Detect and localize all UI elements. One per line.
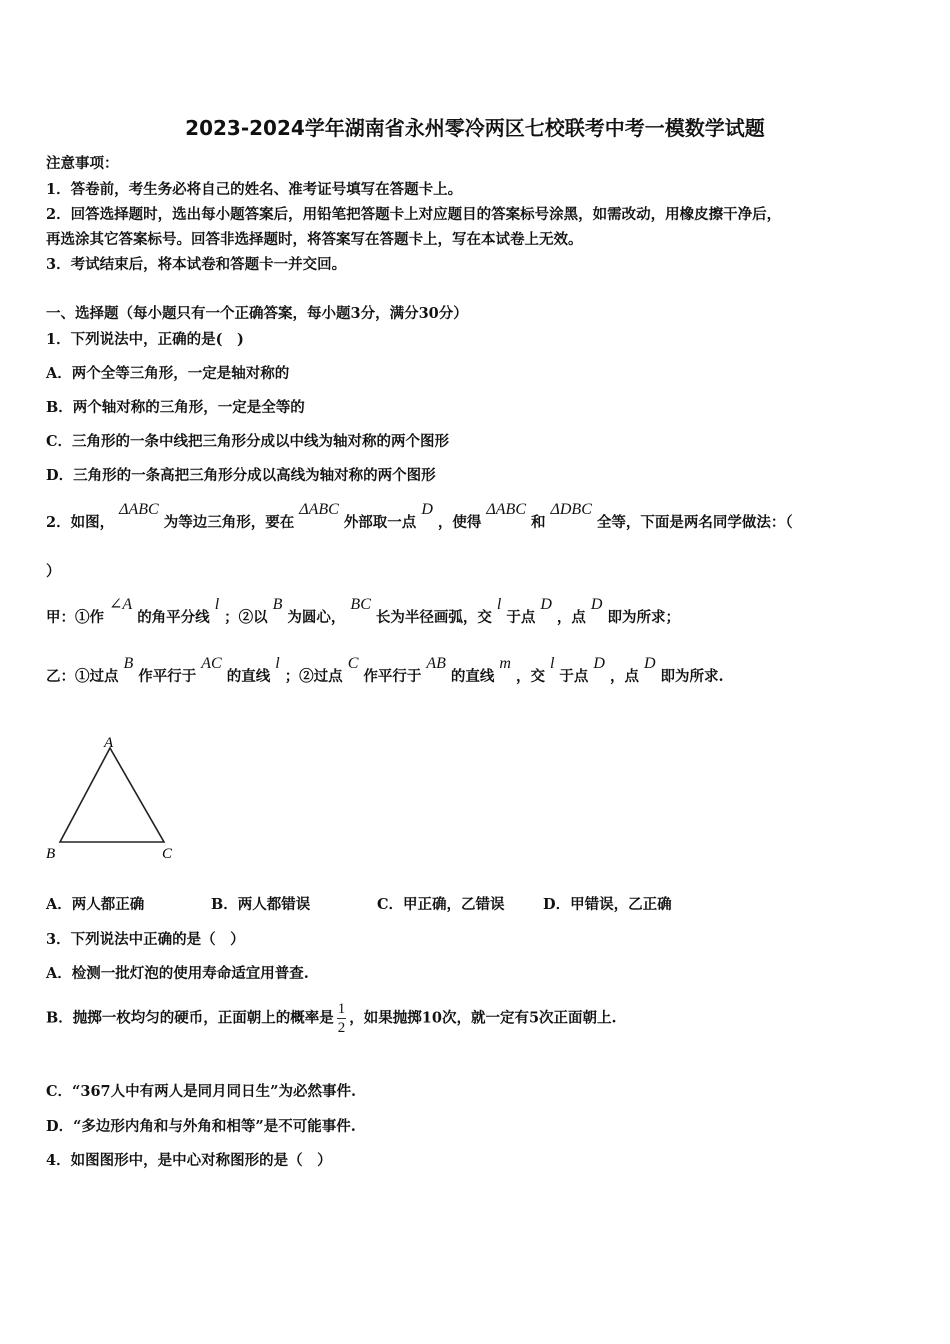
jia-math: l [214,596,220,613]
notice-heading: 注意事项： [46,155,119,172]
jia-text: 的角平分线 [137,609,210,626]
q1-stem: 1．下列说法中，正确的是( ) [46,331,244,348]
q2-yi-method [46,655,724,686]
label-b: B [46,846,56,862]
q2-text: ，使得 [437,514,482,531]
jia-math: D [590,596,603,613]
q1-option-c: C．三角形的一条中线把三角形分成以中线为轴对称的两个图形 [46,433,450,450]
jia-text: 于点 [506,609,536,626]
page-title: 2023-2024学年湖南省永州零冷两区七校联考中考一模数学试题 [185,116,765,140]
fraction-numerator: 1 [337,1001,346,1017]
jia-text: 即为所求； [607,609,680,626]
q3-option-b [46,1000,617,1037]
yi-math: AB [426,655,446,672]
jia-math: B [272,596,283,613]
label-a: A [104,735,114,751]
jia-math: BC [350,596,371,613]
yi-text: 作平行于 [363,668,422,685]
yi-text: 的直线 [450,668,495,685]
yi-text: 于点 [559,668,589,685]
label-c: C [162,846,173,862]
jia-math: D [540,596,552,613]
yi-text: 即为所求. [660,668,724,685]
notice-item-1: 1．答卷前，考生务必将自己的姓名、准考证号填写在答题卡上。 [46,181,463,198]
jia-math: l [496,596,502,613]
jia-math: ∠A [109,596,133,613]
triangle-figure [40,730,190,865]
q2-math: ΔABC [486,501,526,518]
yi-math: l [275,655,280,672]
q2-text: 2．如图， [46,514,115,531]
yi-math: D [593,655,605,672]
q2-stem-end: ） [46,563,61,580]
fraction-denominator: 2 [337,1020,346,1036]
q1-option-d: D．三角形的一条高把三角形分成以高线为轴对称的两个图形 [46,467,436,484]
q3-option-c: C．“367人中有两人是同月同日生”为必然事件. [46,1083,357,1100]
yi-math: m [499,655,511,672]
yi-math: D [643,655,656,672]
yi-text: 乙：①过点 [46,668,119,685]
q2-math: ΔABC [299,501,339,518]
yi-text: ，点 [609,668,639,685]
q2-stem [46,501,793,532]
q4-stem: 4．如图图形中，是中心对称图形的是（ ） [46,1152,332,1169]
jia-text: 甲：①作 [46,609,104,626]
q3-b-text: B．抛掷一枚均匀的硬币，正面朝上的概率是 [46,1009,334,1027]
q3-option-a: A．检测一批灯泡的使用寿命适宜用普查. [46,965,309,982]
section-heading: 一、选择题（每小题只有一个正确答案，每小题3分，满分30分） [46,305,468,322]
q2-option-a: A．两人都正确 [46,896,145,913]
jia-text: ，点 [556,609,586,626]
q3-b-text: ，如果抛掷10次，就一定有5次正面朝上. [349,1009,617,1027]
yi-text: ；②过点 [284,668,343,685]
notice-item-2b: 再选涂其它答案标号。回答非选择题时，将答案写在答题卡上，写在本试卷上无效。 [46,231,583,248]
jia-text: 长为半径画弧，交 [375,609,492,626]
jia-text: ；②以 [224,609,268,626]
q2-math: ΔDBC [550,501,592,518]
q2-math: D [421,501,433,518]
yi-math: C [347,655,359,672]
yi-math: AC [201,655,222,672]
jia-text: 为圆心， [287,609,346,626]
q2-option-d: D．甲错误，乙正确 [543,896,672,913]
triangle-abc [60,748,164,842]
notice-item-2a: 2．回答选择题时，选出每小题答案后，用铅笔把答题卡上对应题目的答案标号涂黑，如需改动，用橡皮擦干净后， [46,206,782,223]
q3-stem: 3．下列说法中正确的是（ ） [46,931,245,948]
q2-text: 为等边三角形，要在 [163,514,295,531]
yi-math: B [123,655,134,672]
q2-jia-method [46,596,680,627]
yi-text: 的直线 [226,668,271,685]
yi-text: ，交 [515,668,545,685]
q2-text: 外部取一点 [343,514,417,531]
q1-option-a: A．两个全等三角形，一定是轴对称的 [46,365,290,382]
fraction-one-half [337,1000,347,1037]
q3-option-d: D．“多边形内角和与外角和相等”是不可能事件. [46,1118,356,1135]
q2-text: 全等，下面是两名同学做法：（ [596,514,793,531]
q2-option-b: B．两人都错误 [211,896,311,913]
notice-item-3: 3．考试结束后，将本试卷和答题卡一并交回。 [46,256,347,273]
yi-text: 作平行于 [138,668,197,685]
q2-option-c: C．甲正确，乙错误 [377,896,505,913]
q2-text: 和 [530,514,546,531]
q1-option-b: B．两个轴对称的三角形，一定是全等的 [46,399,305,416]
q2-math: ΔABC [119,501,159,518]
yi-math: l [549,655,555,672]
